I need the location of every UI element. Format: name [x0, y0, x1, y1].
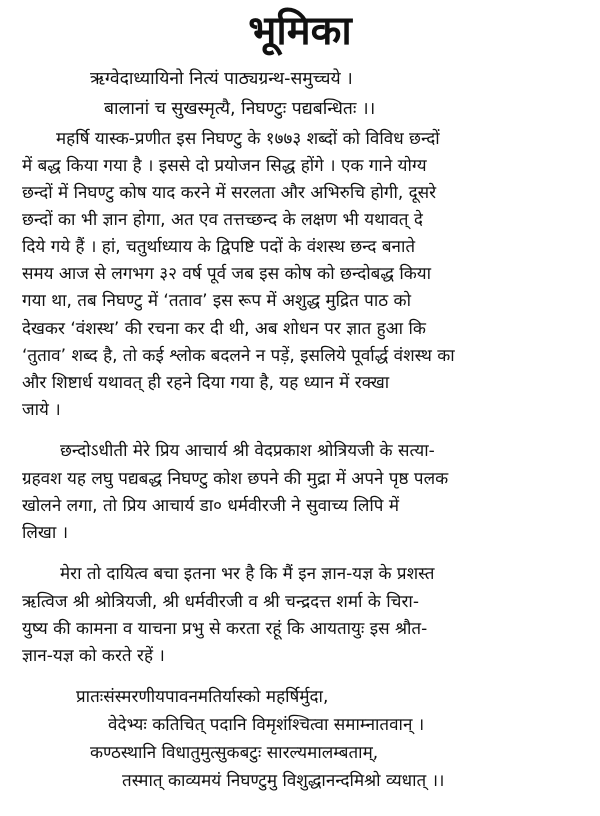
paragraph-line: छन्दों का भी ज्ञान होगा, अत एव तत्तच्छन्द के लक्षण भी यथावत् दे [22, 210, 423, 230]
paragraph-line: ग्रहवश यह लघु पद्यबद्ध निघण्टु कोश छपने की मुद्रा में अपने पृष्ठ पलक [22, 469, 449, 489]
paragraph-line: युष्य की कामना व याचना प्रभु से करता रहूं कि आयतायुः इस श्रौत- [22, 619, 428, 639]
paragraph-line: छन्दों में निघण्टु कोष याद करने में सरलता और अभिरुचि होगी, दूसरे [22, 183, 437, 203]
paragraph-line: खोलने लगा, तो प्रिय आचार्य डा० धर्मवीरजी ने सुवाच्य लिपि में [22, 496, 399, 516]
paragraph-line: छन्दोऽधीती मेरे प्रिय आचार्य श्री वेदप्रकाश श्रोत्रियजी के सत्या- [60, 441, 435, 461]
closing-verse-line: तस्मात् काव्यमयं निघण्टुमु विशुद्धानन्दमिश्रो व्यधात् ।। [122, 771, 445, 791]
paragraph-line: महर्षि यास्क-प्रणीत इस निघण्टु के १७७३ शब्दों को विविध छन्दों [56, 129, 440, 149]
paragraph-line: दिये गये हैं । हां, चतुर्थाध्याय के द्विपष्टि पदों के वंशस्थ छन्द बनाते [22, 237, 416, 257]
paragraph-line: देखकर ‘वंशस्थ’ की रचना कर दी थी, अब शोधन पर ज्ञात हुआ कि [22, 319, 426, 339]
closing-verse-line: कण्ठस्थानि विधातुमुत्सुकबटुः सारल्यमालम्बताम्, [90, 743, 379, 763]
paragraph-line: गया था, तब निघण्टु में ‘तताव’ इस रूप में अशुद्ध मुद्रित पाठ को [22, 291, 411, 311]
paragraph-line: में बद्ध किया गया है । इससे दो प्रयोजन सिद्ध होंगे । एक गाने योग्य [22, 156, 427, 176]
page-title: भूमिका [248, 8, 352, 54]
paragraph-line: ज्ञान-यज्ञ को करते रहें । [22, 646, 165, 666]
paragraph-line: समय आज से लगभग ३२ वर्ष पूर्व जब इस कोष को छन्दोबद्ध किया [22, 264, 432, 284]
intro-verse-line: बालानां च सुखस्मृत्यै, निघण्टुः पद्यबन्धितः ।। [104, 99, 376, 119]
paragraph-line: मेरा तो दायित्व बचा इतना भर है कि मैं इन ज्ञान-यज्ञ के प्रशस्त [60, 564, 435, 584]
paragraph-line: जाये । [22, 400, 61, 420]
intro-verse-line: ऋग्वेदाध्यायिनो नित्यं पाठ्यग्रन्थ-समुच्चये । [90, 69, 353, 89]
paragraph-line: ऋत्विज श्री श्रोत्रियजी, श्री धर्मवीरजी व श्री चन्द्रदत्त शर्मा के चिरा- [22, 592, 419, 612]
paragraph-line: ‘तुताव’ शब्द है, तो कई श्लोक बदलने न पड़ें, इसलिये पूर्वार्द्ध वंशस्थ का [22, 346, 455, 366]
closing-verse-line: प्रातःसंस्मरणीयपावनमतिर्यास्को महर्षिर्मुदा, [76, 687, 329, 707]
paragraph-line: लिखा । [22, 523, 69, 543]
closing-verse-line: वेदेभ्यः कतिचित् पदानि विमृशंश्चित्वा समाम्नातवान् । [108, 715, 425, 735]
paragraph-line: और शिष्टार्ध यथावत् ही रहने दिया गया है, यह ध्यान में रक्खा [22, 373, 390, 393]
